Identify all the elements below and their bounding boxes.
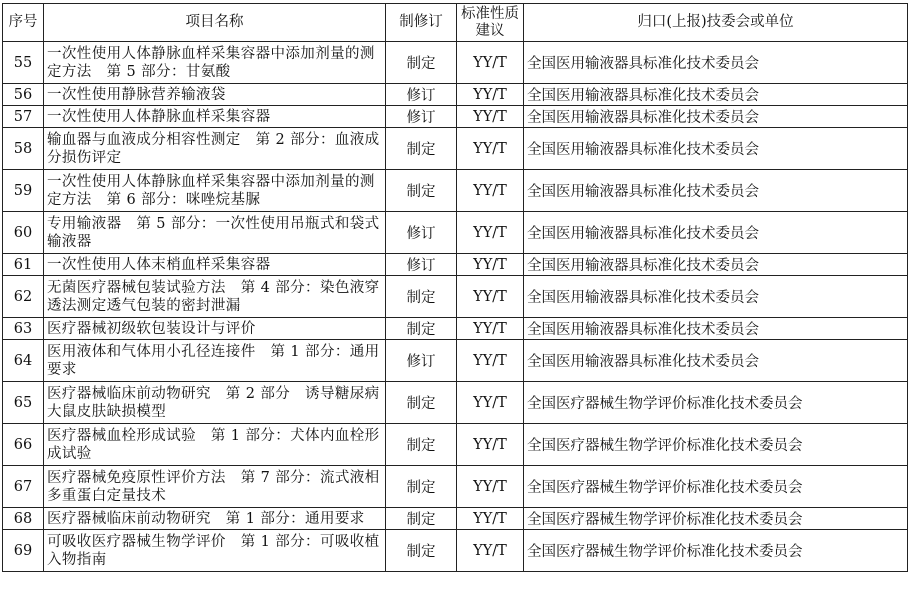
standard-nature: YY/T (457, 42, 524, 84)
header-row (3, 4, 908, 42)
project-name: 输血器与血液成分相容性测定 第 2 部分：血液成分损伤评定 (44, 128, 386, 170)
row-number: 69 (3, 530, 44, 572)
committee: 全国医用输液器具标准化技术委员会 (524, 276, 908, 318)
committee: 全国医疗器械生物学评价标准化技术委员会 (524, 424, 908, 466)
standard-nature: YY/T (457, 382, 524, 424)
standard-nature: YY/T (457, 508, 524, 530)
project-name: 一次性使用人体静脉血样采集容器中添加剂量的测定方法 第 5 部分：甘氨酸 (44, 42, 386, 84)
project-name: 医用液体和气体用小孔径连接件 第 1 部分：通用要求 (44, 340, 386, 382)
header-name: 项目名称 (44, 4, 386, 42)
revision-type: 制定 (386, 382, 457, 424)
revision-type: 制定 (386, 424, 457, 466)
row-number: 60 (3, 212, 44, 254)
table-row (3, 42, 908, 84)
committee: 全国医用输液器具标准化技术委员会 (524, 318, 908, 340)
revision-type: 修订 (386, 254, 457, 276)
header-num: 序号 (3, 4, 44, 42)
project-name: 一次性使用静脉营养输液袋 (44, 84, 386, 106)
revision-type: 修订 (386, 340, 457, 382)
project-name: 医疗器械血栓形成试验 第 1 部分：犬体内血栓形成试验 (44, 424, 386, 466)
standard-nature: YY/T (457, 106, 524, 128)
table-row (3, 84, 908, 106)
header-dept: 归口(上报)技委会或单位 (524, 4, 908, 42)
revision-type: 制定 (386, 128, 457, 170)
table-row (3, 508, 908, 530)
project-name: 医疗器械初级软包装设计与评价 (44, 318, 386, 340)
row-number: 55 (3, 42, 44, 84)
committee: 全国医疗器械生物学评价标准化技术委员会 (524, 530, 908, 572)
committee: 全国医用输液器具标准化技术委员会 (524, 42, 908, 84)
standard-nature: YY/T (457, 212, 524, 254)
standards-table (2, 3, 908, 572)
committee: 全国医疗器械生物学评价标准化技术委员会 (524, 508, 908, 530)
project-name: 无菌医疗器械包装试验方法 第 4 部分：染色液穿透法测定透气包装的密封泄漏 (44, 276, 386, 318)
committee: 全国医疗器械生物学评价标准化技术委员会 (524, 382, 908, 424)
revision-type: 制定 (386, 42, 457, 84)
revision-type: 修订 (386, 84, 457, 106)
project-name: 一次性使用人体静脉血样采集容器中添加剂量的测定方法 第 6 部分：咪唑烷基脲 (44, 170, 386, 212)
table-row (3, 128, 908, 170)
standard-nature: YY/T (457, 128, 524, 170)
standard-nature: YY/T (457, 84, 524, 106)
revision-type: 制定 (386, 508, 457, 530)
committee: 全国医用输液器具标准化技术委员会 (524, 254, 908, 276)
project-name: 可吸收医疗器械生物学评价 第 1 部分：可吸收植入物指南 (44, 530, 386, 572)
row-number: 59 (3, 170, 44, 212)
table-row (3, 382, 908, 424)
revision-type: 修订 (386, 106, 457, 128)
committee: 全国医用输液器具标准化技术委员会 (524, 106, 908, 128)
committee: 全国医用输液器具标准化技术委员会 (524, 128, 908, 170)
table-row (3, 318, 908, 340)
committee: 全国医用输液器具标准化技术委员会 (524, 84, 908, 106)
standard-nature: YY/T (457, 170, 524, 212)
standard-nature: YY/T (457, 424, 524, 466)
standard-nature: YY/T (457, 254, 524, 276)
standard-nature: YY/T (457, 340, 524, 382)
row-number: 64 (3, 340, 44, 382)
header-type: 制修订 (386, 4, 457, 42)
project-name: 医疗器械临床前动物研究 第 2 部分 诱导糖尿病大鼠皮肤缺损模型 (44, 382, 386, 424)
row-number: 66 (3, 424, 44, 466)
table-row (3, 466, 908, 508)
row-number: 61 (3, 254, 44, 276)
standard-nature: YY/T (457, 530, 524, 572)
row-number: 67 (3, 466, 44, 508)
revision-type: 修订 (386, 212, 457, 254)
row-number: 56 (3, 84, 44, 106)
standard-nature: YY/T (457, 318, 524, 340)
row-number: 62 (3, 276, 44, 318)
project-name: 一次性使用人体末梢血样采集容器 (44, 254, 386, 276)
row-number: 58 (3, 128, 44, 170)
table-row (3, 276, 908, 318)
table-row (3, 106, 908, 128)
revision-type: 制定 (386, 530, 457, 572)
header-nature: 标准性质建议 (457, 4, 524, 42)
table-row (3, 212, 908, 254)
row-number: 63 (3, 318, 44, 340)
revision-type: 制定 (386, 466, 457, 508)
table-row (3, 170, 908, 212)
table-row (3, 340, 908, 382)
project-name: 医疗器械临床前动物研究 第 1 部分：通用要求 (44, 508, 386, 530)
standard-nature: YY/T (457, 276, 524, 318)
row-number: 68 (3, 508, 44, 530)
committee: 全国医疗器械生物学评价标准化技术委员会 (524, 466, 908, 508)
table-row (3, 424, 908, 466)
project-name: 专用输液器 第 5 部分：一次性使用吊瓶式和袋式输液器 (44, 212, 386, 254)
project-name: 一次性使用人体静脉血样采集容器 (44, 106, 386, 128)
project-name: 医疗器械免疫原性评价方法 第 7 部分：流式液相多重蛋白定量技术 (44, 466, 386, 508)
row-number: 57 (3, 106, 44, 128)
table-row (3, 254, 908, 276)
committee: 全国医用输液器具标准化技术委员会 (524, 170, 908, 212)
table-row (3, 530, 908, 572)
standard-nature: YY/T (457, 466, 524, 508)
row-number: 65 (3, 382, 44, 424)
committee: 全国医用输液器具标准化技术委员会 (524, 340, 908, 382)
committee: 全国医用输液器具标准化技术委员会 (524, 212, 908, 254)
revision-type: 制定 (386, 170, 457, 212)
revision-type: 制定 (386, 318, 457, 340)
revision-type: 制定 (386, 276, 457, 318)
